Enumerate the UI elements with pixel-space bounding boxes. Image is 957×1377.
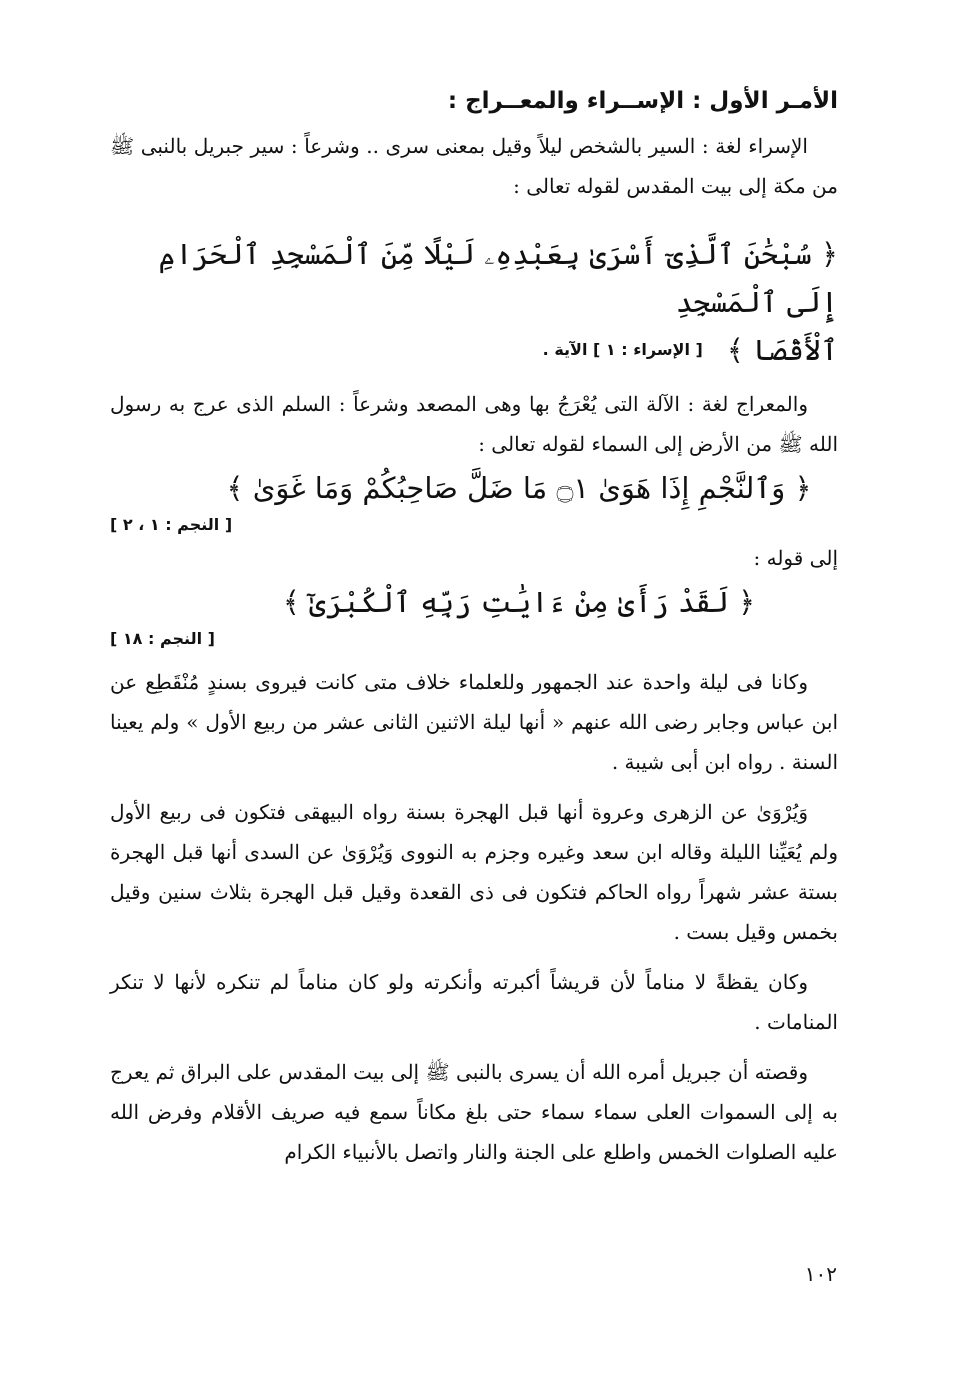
page-content [110, 80, 838, 1172]
paragraph-story: وقصته أن جبريل أمره الله أن يسرى بالنبى ﷺ إلى بيت المقدس على البراق ثم يعرج به إلى السموات العلى سماء سماء حتى بلغ مكاناً سمع فيه صريف الأقلام وفرض الله عليه الصلوات الخمس واطلع على الجنة والنار واتصل بالأنبياء الكرام [110, 1060, 838, 1164]
verse-isra-line2-row [110, 326, 838, 374]
miraj-definition: والمعراج لغة : الآلة التى يُعْرَجُ بها وهى المصعد وشرعاً : السلم الذى عرج به رسول الله ﷺ من الأرض إلى السماء لقوله تعالى : [110, 392, 838, 456]
ref-najm-1-2: [ النجم : ١ ، ٢ ] [110, 515, 233, 534]
verse-najm-1-2: ﴿ وَٱلنَّجْمِ إِذَا هَوَىٰ ۝١ مَا ضَلَّ صَاحِبُكُمْ وَمَا غَوَىٰ ﴾ [226, 471, 812, 505]
verse-isra [110, 230, 838, 374]
ref-isra: [ الإسراء : ١ ] الآية . [542, 340, 703, 359]
ref-najm-18: [ النجم : ١٨ ] [110, 629, 215, 648]
paragraph-zuhri: وَيُرْوَىٰ عن الزهرى وعروة أنها قبل الهجرة بسنة رواه البيهقى فتكون فى ربيع الأول ولم يُعَيِّنا الليلة وقاله ابن سعد وغيره وجزم به النووى وَيُرْوَىٰ عن السدى أنها قبل الهجرة بستة عشر شهراً رواه الحاكم فتكون فى ذى القعدة وقيل قبل الهجرة بثلاث سنين وقيل بخمس وقيل بست . [110, 800, 838, 944]
verse-isra-line2: ٱلْأَقْصَا ﴾ [726, 333, 838, 367]
isra-definition: الإسراء لغة : السير بالشخص ليلاً وقيل بمعنى سرى .. وشرعاً : سير جبريل بالنبى ﷺ من مكة إلى بيت المقدس لقوله تعالى : [110, 134, 838, 198]
page-number: ١٠٢ [804, 1262, 837, 1286]
ila-qawlihi: إلى قوله : [753, 546, 838, 570]
paragraph-awake: وكان يقظةً لا مناماً لأن قريشاً أكبرته وأنكرته ولو كان مناماً لم تنكره لأنها لا تنكر المنامات . [110, 970, 838, 1034]
verse-najm-18: ﴿ لَقَدْ رَأَىٰ مِنْ ءَايَٰتِ رَبِّهِ ٱلْكُبْرَىٰٓ ﴾ [282, 585, 756, 619]
paragraph-night: وكانا فى ليلة واحدة عند الجمهور وللعلماء خلاف متى كانت فيروى بسندٍ مُنْقَطِع عن ابن عباس وجابر رضى الله عنهم « أنها ليلة الاثنين الثانى عشر من ربيع الأول » ولم يعينا السنة . رواه ابن أبى شيبة . [110, 670, 838, 774]
section-heading: الأمـر الأول : الإســراء والمعــراج : [447, 88, 838, 114]
verse-isra-line1: ﴿ سُبْحَٰنَ ٱلَّذِىٓ أَسْرَىٰ بِعَبْدِهِۦ لَيْلًا مِّنَ ٱلْمَسْجِدِ ٱلْحَرَامِ إِلَى ٱلْمَسْجِدِ [158, 237, 838, 319]
